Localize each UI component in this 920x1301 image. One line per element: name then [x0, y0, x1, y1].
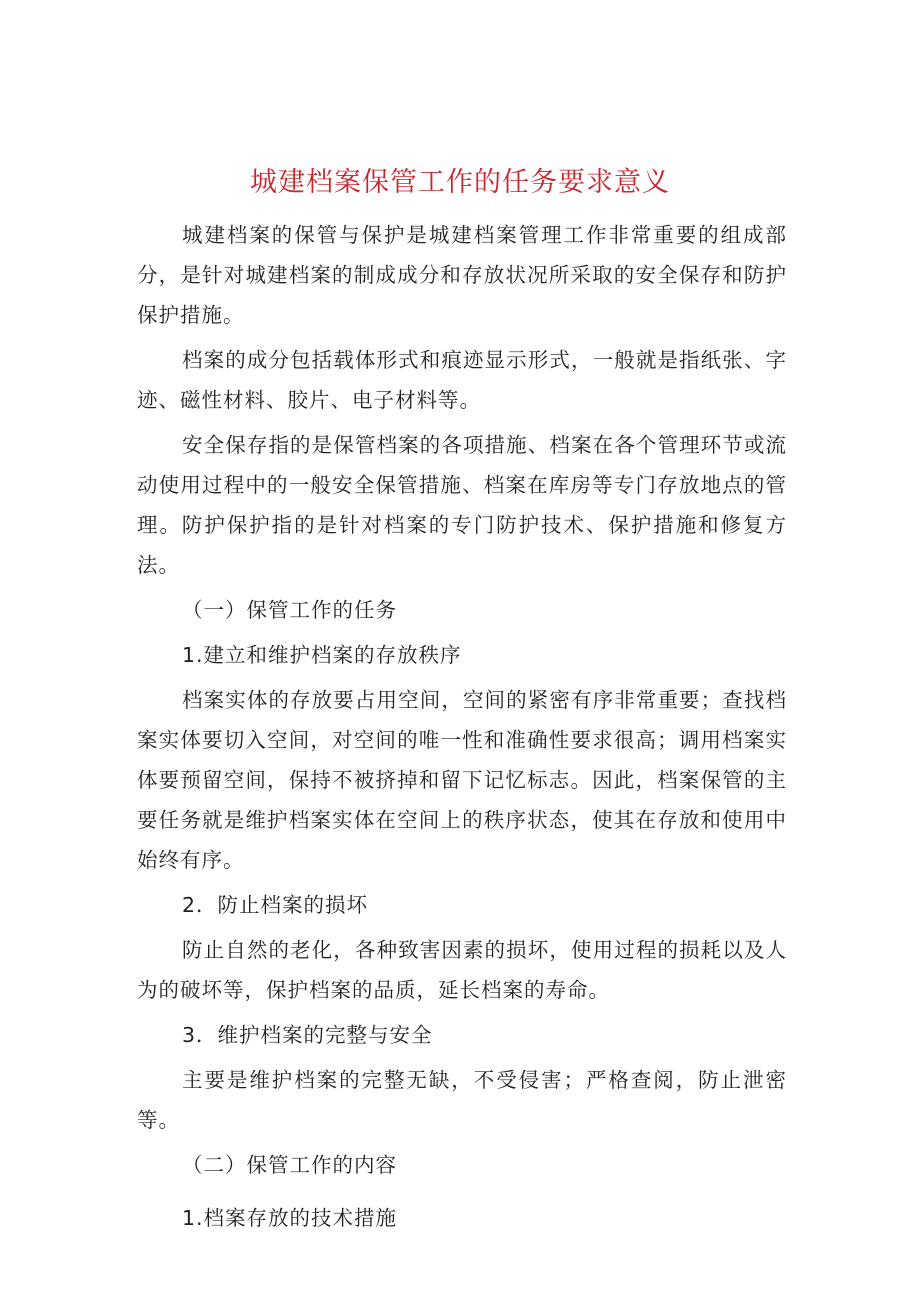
paragraph-prevent-damage: 防止自然的老化，各种致害因素的损坏，使用过程的损耗以及人为的破坏等，保护档案的品质，延长档案的寿命。 [137, 938, 787, 1002]
paragraph-safe-storage: 安全保存指的是保管档案的各项措施、档案在各个管理环节或流动使用过程中的一般安全保管措施、档案在库房等专门存放地点的管理。防护保护指的是针对档案的专门防护技术、保护措施和修复方法。 [137, 433, 787, 577]
subheading-prevent-damage: 2．防止档案的损坏 [182, 893, 369, 917]
paragraph-integrity-security: 主要是维护档案的完整无缺，不受侵害；严格查阅，防止泄密等。 [137, 1068, 787, 1132]
subheading-technical-measures: 1.档案存放的技术措施 [182, 1206, 398, 1230]
paragraph-composition: 档案的成分包括载体形式和痕迹显示形式，一般就是指纸张、字迹、磁性材料、胶片、电子材料等。 [137, 348, 787, 412]
subheading-storage-order: 1.建立和维护档案的存放秩序 [182, 643, 462, 667]
document-body [137, 215, 787, 1243]
paragraph-storage-order: 档案实体的存放要占用空间，空间的紧密有序非常重要；查找档案实体要切入空间，对空间的唯一性和准确性要求很高；调用档案实体要预留空间，保持不被挤掉和留下记忆标志。因此，档案保管的主要任务就是维护档案实体在空间上的秩序状态，使其在存放和使用中始终有序。 [137, 688, 787, 872]
document-title: 城建档案保管工作的任务要求意义 [250, 167, 670, 198]
section-heading-content: （二）保管工作的内容 [182, 1153, 397, 1177]
section-heading-tasks: （一）保管工作的任务 [182, 598, 397, 622]
subheading-integrity-security: 3．维护档案的完整与安全 [182, 1023, 433, 1047]
paragraph-intro: 城建档案的保管与保护是城建档案管理工作非常重要的组成部分，是针对城建档案的制成成分和存放状况所采取的安全保存和防护保护措施。 [137, 223, 787, 327]
